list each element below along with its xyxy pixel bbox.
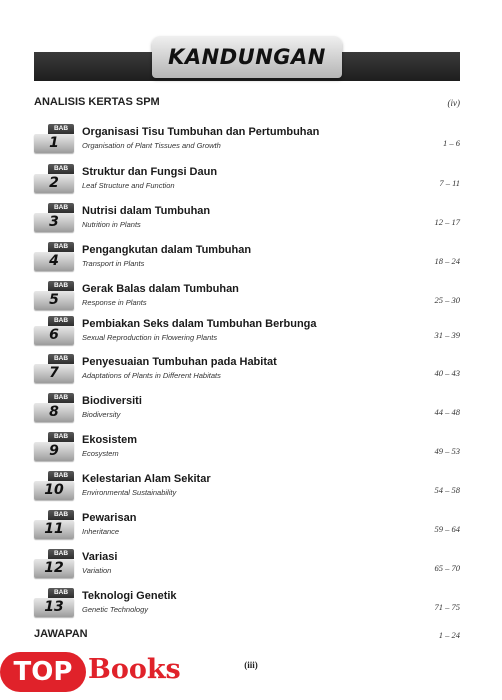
chapter-title: Organisasi Tisu Tumbuhan dan Pertumbuhan bbox=[82, 126, 320, 138]
chapter-title: Pembiakan Seks dalam Tumbuhan Berbunga bbox=[82, 318, 317, 330]
chapter-entry-5[interactable] bbox=[34, 281, 460, 313]
bab-badge bbox=[34, 316, 74, 346]
chapter-pages: 49 – 53 bbox=[434, 446, 460, 456]
chapter-pages: 44 – 48 bbox=[434, 407, 460, 417]
chapter-title: Penyesuaian Tumbuhan pada Habitat bbox=[82, 356, 277, 368]
chapter-subtitle: Inheritance bbox=[82, 527, 120, 536]
chapter-entry-6[interactable] bbox=[34, 316, 460, 348]
chapter-entry-10[interactable] bbox=[34, 471, 460, 503]
bab-word: BAB bbox=[48, 432, 74, 442]
page-title: KANDUNGAN bbox=[168, 45, 326, 69]
chapter-entry-1[interactable] bbox=[34, 124, 460, 156]
chapter-pages: 7 – 11 bbox=[439, 178, 460, 188]
jawapan-row[interactable] bbox=[34, 628, 460, 644]
bab-word: BAB bbox=[48, 354, 74, 364]
bab-badge bbox=[34, 549, 74, 579]
chapter-subtitle: Nutrition in Plants bbox=[82, 220, 141, 229]
bab-number: 8 bbox=[34, 403, 74, 422]
topbooks-watermark bbox=[0, 648, 190, 700]
bab-word: BAB bbox=[48, 242, 74, 252]
bab-badge bbox=[34, 393, 74, 423]
chapter-title: Nutrisi dalam Tumbuhan bbox=[82, 205, 211, 217]
chapter-title: Teknologi Genetik bbox=[82, 590, 177, 602]
chapter-pages: 25 – 30 bbox=[434, 295, 460, 305]
chapter-pages: 54 – 58 bbox=[434, 485, 460, 495]
analisis-row[interactable] bbox=[34, 96, 460, 112]
chapter-title: Biodiversiti bbox=[82, 395, 142, 407]
bab-badge bbox=[34, 281, 74, 311]
bab-word: BAB bbox=[48, 588, 74, 598]
chapter-entry-12[interactable] bbox=[34, 549, 460, 581]
chapter-title: Pewarisan bbox=[82, 512, 137, 524]
bab-word: BAB bbox=[48, 471, 74, 481]
watermark-top: TOP bbox=[0, 652, 86, 692]
bab-number: 13 bbox=[34, 598, 74, 617]
chapter-subtitle: Genetic Technology bbox=[82, 605, 149, 614]
chapter-pages: 31 – 39 bbox=[434, 330, 460, 340]
chapter-subtitle: Transport in Plants bbox=[82, 259, 145, 268]
bab-badge bbox=[34, 432, 74, 462]
bab-badge bbox=[34, 164, 74, 194]
chapter-subtitle: Organisation of Plant Tissues and Growth bbox=[82, 141, 221, 150]
chapter-entry-8[interactable] bbox=[34, 393, 460, 425]
chapter-title: Variasi bbox=[82, 551, 118, 563]
bab-badge bbox=[34, 471, 74, 501]
watermark-books: Books bbox=[88, 654, 181, 685]
chapter-entry-4[interactable] bbox=[34, 242, 460, 274]
chapter-pages: 18 – 24 bbox=[434, 256, 460, 266]
bab-word: BAB bbox=[48, 281, 74, 291]
analisis-page: (iv) bbox=[447, 98, 460, 108]
bab-badge bbox=[34, 203, 74, 233]
bab-number: 2 bbox=[34, 174, 74, 193]
bab-word: BAB bbox=[48, 316, 74, 326]
bab-number: 10 bbox=[34, 481, 74, 500]
bab-number: 3 bbox=[34, 213, 74, 232]
chapter-pages: 59 – 64 bbox=[434, 524, 460, 534]
chapter-entry-11[interactable] bbox=[34, 510, 460, 542]
bab-badge bbox=[34, 354, 74, 384]
bab-number: 4 bbox=[34, 252, 74, 271]
chapter-subtitle: Variation bbox=[82, 566, 112, 575]
bab-word: BAB bbox=[48, 164, 74, 174]
jawapan-pages: 1 – 24 bbox=[438, 630, 460, 640]
chapter-title: Pengangkutan dalam Tumbuhan bbox=[82, 244, 252, 256]
header-tab bbox=[152, 36, 342, 78]
chapter-subtitle: Biodiversity bbox=[82, 410, 121, 419]
bab-number: 7 bbox=[34, 364, 74, 383]
bab-number: 9 bbox=[34, 442, 74, 461]
chapter-subtitle: Environmental Sustainability bbox=[82, 488, 177, 497]
bab-number: 5 bbox=[34, 291, 74, 310]
bab-word: BAB bbox=[48, 510, 74, 520]
page-number: (iii) bbox=[244, 660, 258, 670]
chapter-title: Kelestarian Alam Sekitar bbox=[82, 473, 211, 485]
chapter-title: Gerak Balas dalam Tumbuhan bbox=[82, 283, 239, 295]
bab-badge bbox=[34, 588, 74, 618]
chapter-pages: 1 – 6 bbox=[443, 138, 460, 148]
bab-word: BAB bbox=[48, 203, 74, 213]
bab-number: 6 bbox=[34, 326, 74, 345]
chapter-pages: 40 – 43 bbox=[434, 368, 460, 378]
chapter-subtitle: Ecosystem bbox=[82, 449, 119, 458]
chapter-entry-2[interactable] bbox=[34, 164, 460, 196]
bab-word: BAB bbox=[48, 549, 74, 559]
chapter-title: Ekosistem bbox=[82, 434, 138, 446]
bab-word: BAB bbox=[48, 124, 74, 134]
chapter-pages: 65 – 70 bbox=[434, 563, 460, 573]
bab-number: 12 bbox=[34, 559, 74, 578]
chapter-subtitle: Response in Plants bbox=[82, 298, 147, 307]
chapter-entry-3[interactable] bbox=[34, 203, 460, 235]
bab-number: 11 bbox=[34, 520, 74, 539]
chapter-pages: 12 – 17 bbox=[434, 217, 460, 227]
bab-badge bbox=[34, 124, 74, 154]
chapter-entry-13[interactable] bbox=[34, 588, 460, 620]
chapter-subtitle: Sexual Reproduction in Flowering Plants bbox=[82, 333, 218, 342]
chapter-entry-7[interactable] bbox=[34, 354, 460, 386]
analisis-label: ANALISIS KERTAS SPM bbox=[34, 96, 160, 108]
bab-badge bbox=[34, 242, 74, 272]
chapter-subtitle: Leaf Structure and Function bbox=[82, 181, 175, 190]
bab-word: BAB bbox=[48, 393, 74, 403]
chapter-subtitle: Adaptations of Plants in Different Habitats bbox=[82, 371, 221, 380]
chapter-title: Struktur dan Fungsi Daun bbox=[82, 166, 218, 178]
chapter-pages: 71 – 75 bbox=[434, 602, 460, 612]
jawapan-label: JAWAPAN bbox=[34, 628, 88, 640]
bab-badge bbox=[34, 510, 74, 540]
chapter-entry-9[interactable] bbox=[34, 432, 460, 464]
bab-number: 1 bbox=[34, 134, 74, 153]
